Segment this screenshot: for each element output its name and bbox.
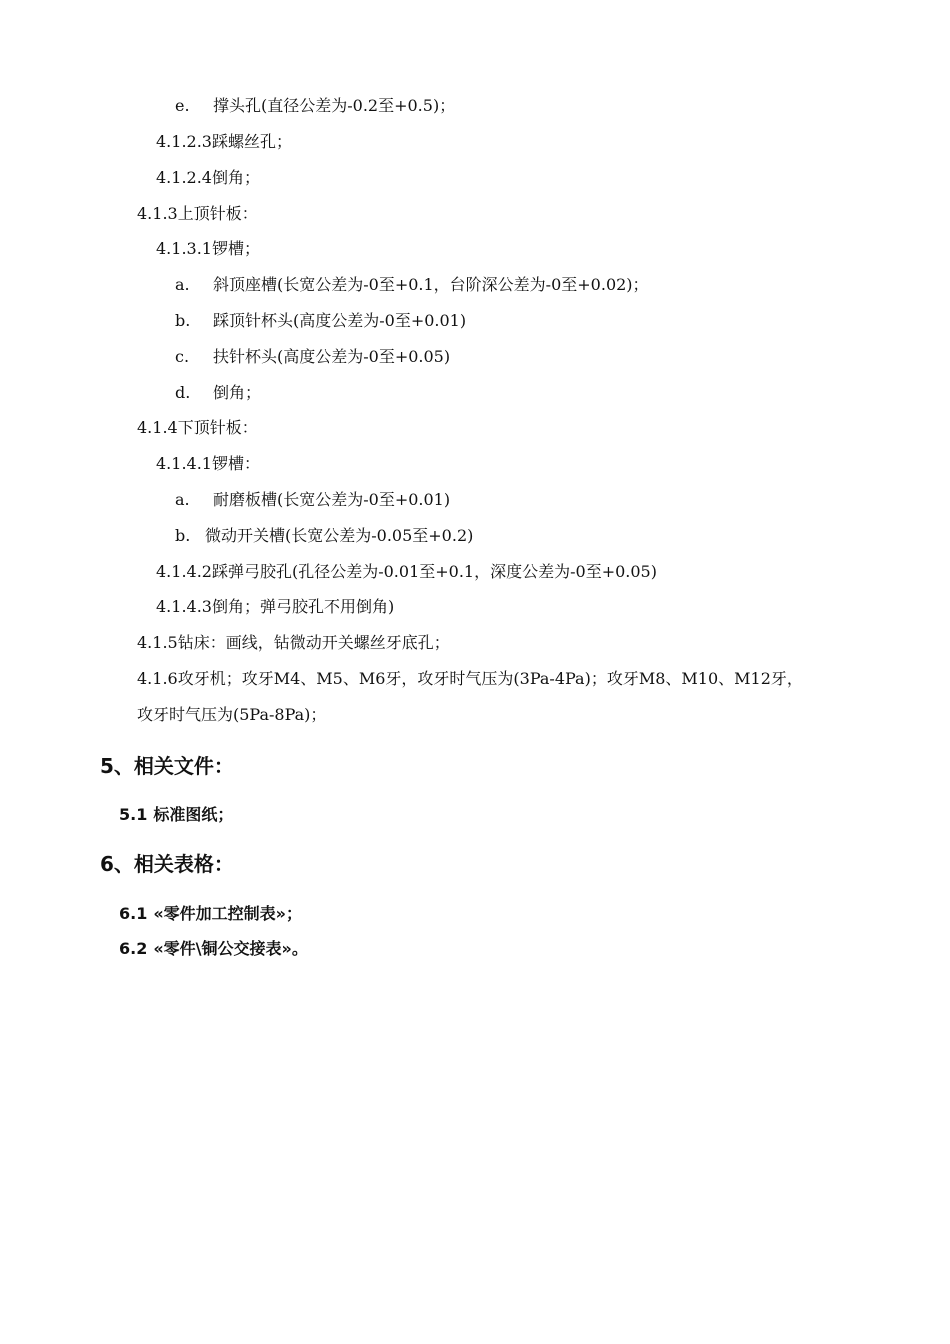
- section-6-item-1: [119, 904, 302, 924]
- item-marker: d.: [175, 383, 191, 402]
- item-marker: e.: [175, 96, 190, 115]
- item-marker: a.: [175, 490, 190, 509]
- item-marker: b.: [175, 526, 191, 545]
- item-text: 倒角；: [213, 383, 262, 402]
- item-marker: c.: [175, 347, 190, 366]
- item-text: 微动开关槽(长宽公差为-0.05至+0.2): [205, 526, 474, 545]
- item-number: 6.2: [119, 939, 148, 958]
- item-text: 撑头孔(直径公差为-0.2至+0.5)；: [213, 96, 456, 115]
- item-text: 踩顶针杯头(高度公差为-0至+0.01): [213, 311, 467, 330]
- list-item-4-1-4: 4.1.4下顶针板：: [137, 418, 258, 437]
- item-text: 扶针杯头(高度公差为-0至+0.05): [213, 347, 451, 366]
- list-item-4-1-5: 4.1.5钻床：画线，钻微动开关螺丝牙底孔；: [137, 633, 450, 652]
- list-item-4-1-3-1: 4.1.3.1锣槽；: [156, 239, 260, 258]
- list-item-4-1-4-2: 4.1.4.2踩弹弓胶孔(孔径公差为-0.01至+0.1，深度公差为-0至+0.05): [156, 562, 657, 581]
- list-item-b2: [175, 526, 473, 546]
- list-item-b1: [175, 311, 466, 331]
- item-number: 5.1: [119, 805, 148, 824]
- item-text: «零件\铜公交接表»。: [153, 939, 308, 958]
- section-6-item-2: [119, 939, 308, 959]
- list-item-4-1-6-line1: 4.1.6攻牙机；攻牙M4、M5、M6牙，攻牙时气压为(3Pa-4Pa)；攻牙M8、M10、M12牙，: [137, 669, 803, 688]
- list-item-a1: [175, 275, 649, 295]
- item-marker: a.: [175, 275, 190, 294]
- section-6-heading: 6、相关表格：: [100, 852, 234, 876]
- list-item-4-1-3: 4.1.3上顶针板：: [137, 204, 258, 223]
- list-item-e: [175, 96, 455, 116]
- list-item-4-1-6-line2: 攻牙时气压为(5Pa-8Pa)；: [137, 705, 327, 724]
- item-text: 斜顶座槽(长宽公差为-0至+0.1，台阶深公差为-0至+0.02)；: [213, 275, 649, 294]
- list-item-4-1-2-3: 4.1.2.3踩螺丝孔；: [156, 132, 292, 151]
- list-item-4-1-2-4: 4.1.2.4倒角；: [156, 168, 260, 187]
- section-5-heading: 5、相关文件：: [100, 754, 234, 778]
- section-5-item-1: [119, 805, 233, 825]
- item-marker: b.: [175, 311, 191, 330]
- list-item-4-1-4-1: 4.1.4.1锣槽：: [156, 454, 260, 473]
- item-number: 6.1: [119, 904, 148, 923]
- list-item-c1: [175, 347, 450, 367]
- item-text: 耐磨板槽(长宽公差为-0至+0.01): [213, 490, 451, 509]
- list-item-4-1-4-3: 4.1.4.3倒角；弹弓胶孔不用倒角): [156, 597, 395, 616]
- list-item-a2: [175, 490, 450, 510]
- item-text: 标准图纸；: [153, 805, 234, 824]
- item-text: «零件加工控制表»；: [153, 904, 303, 923]
- list-item-d1: [175, 383, 261, 403]
